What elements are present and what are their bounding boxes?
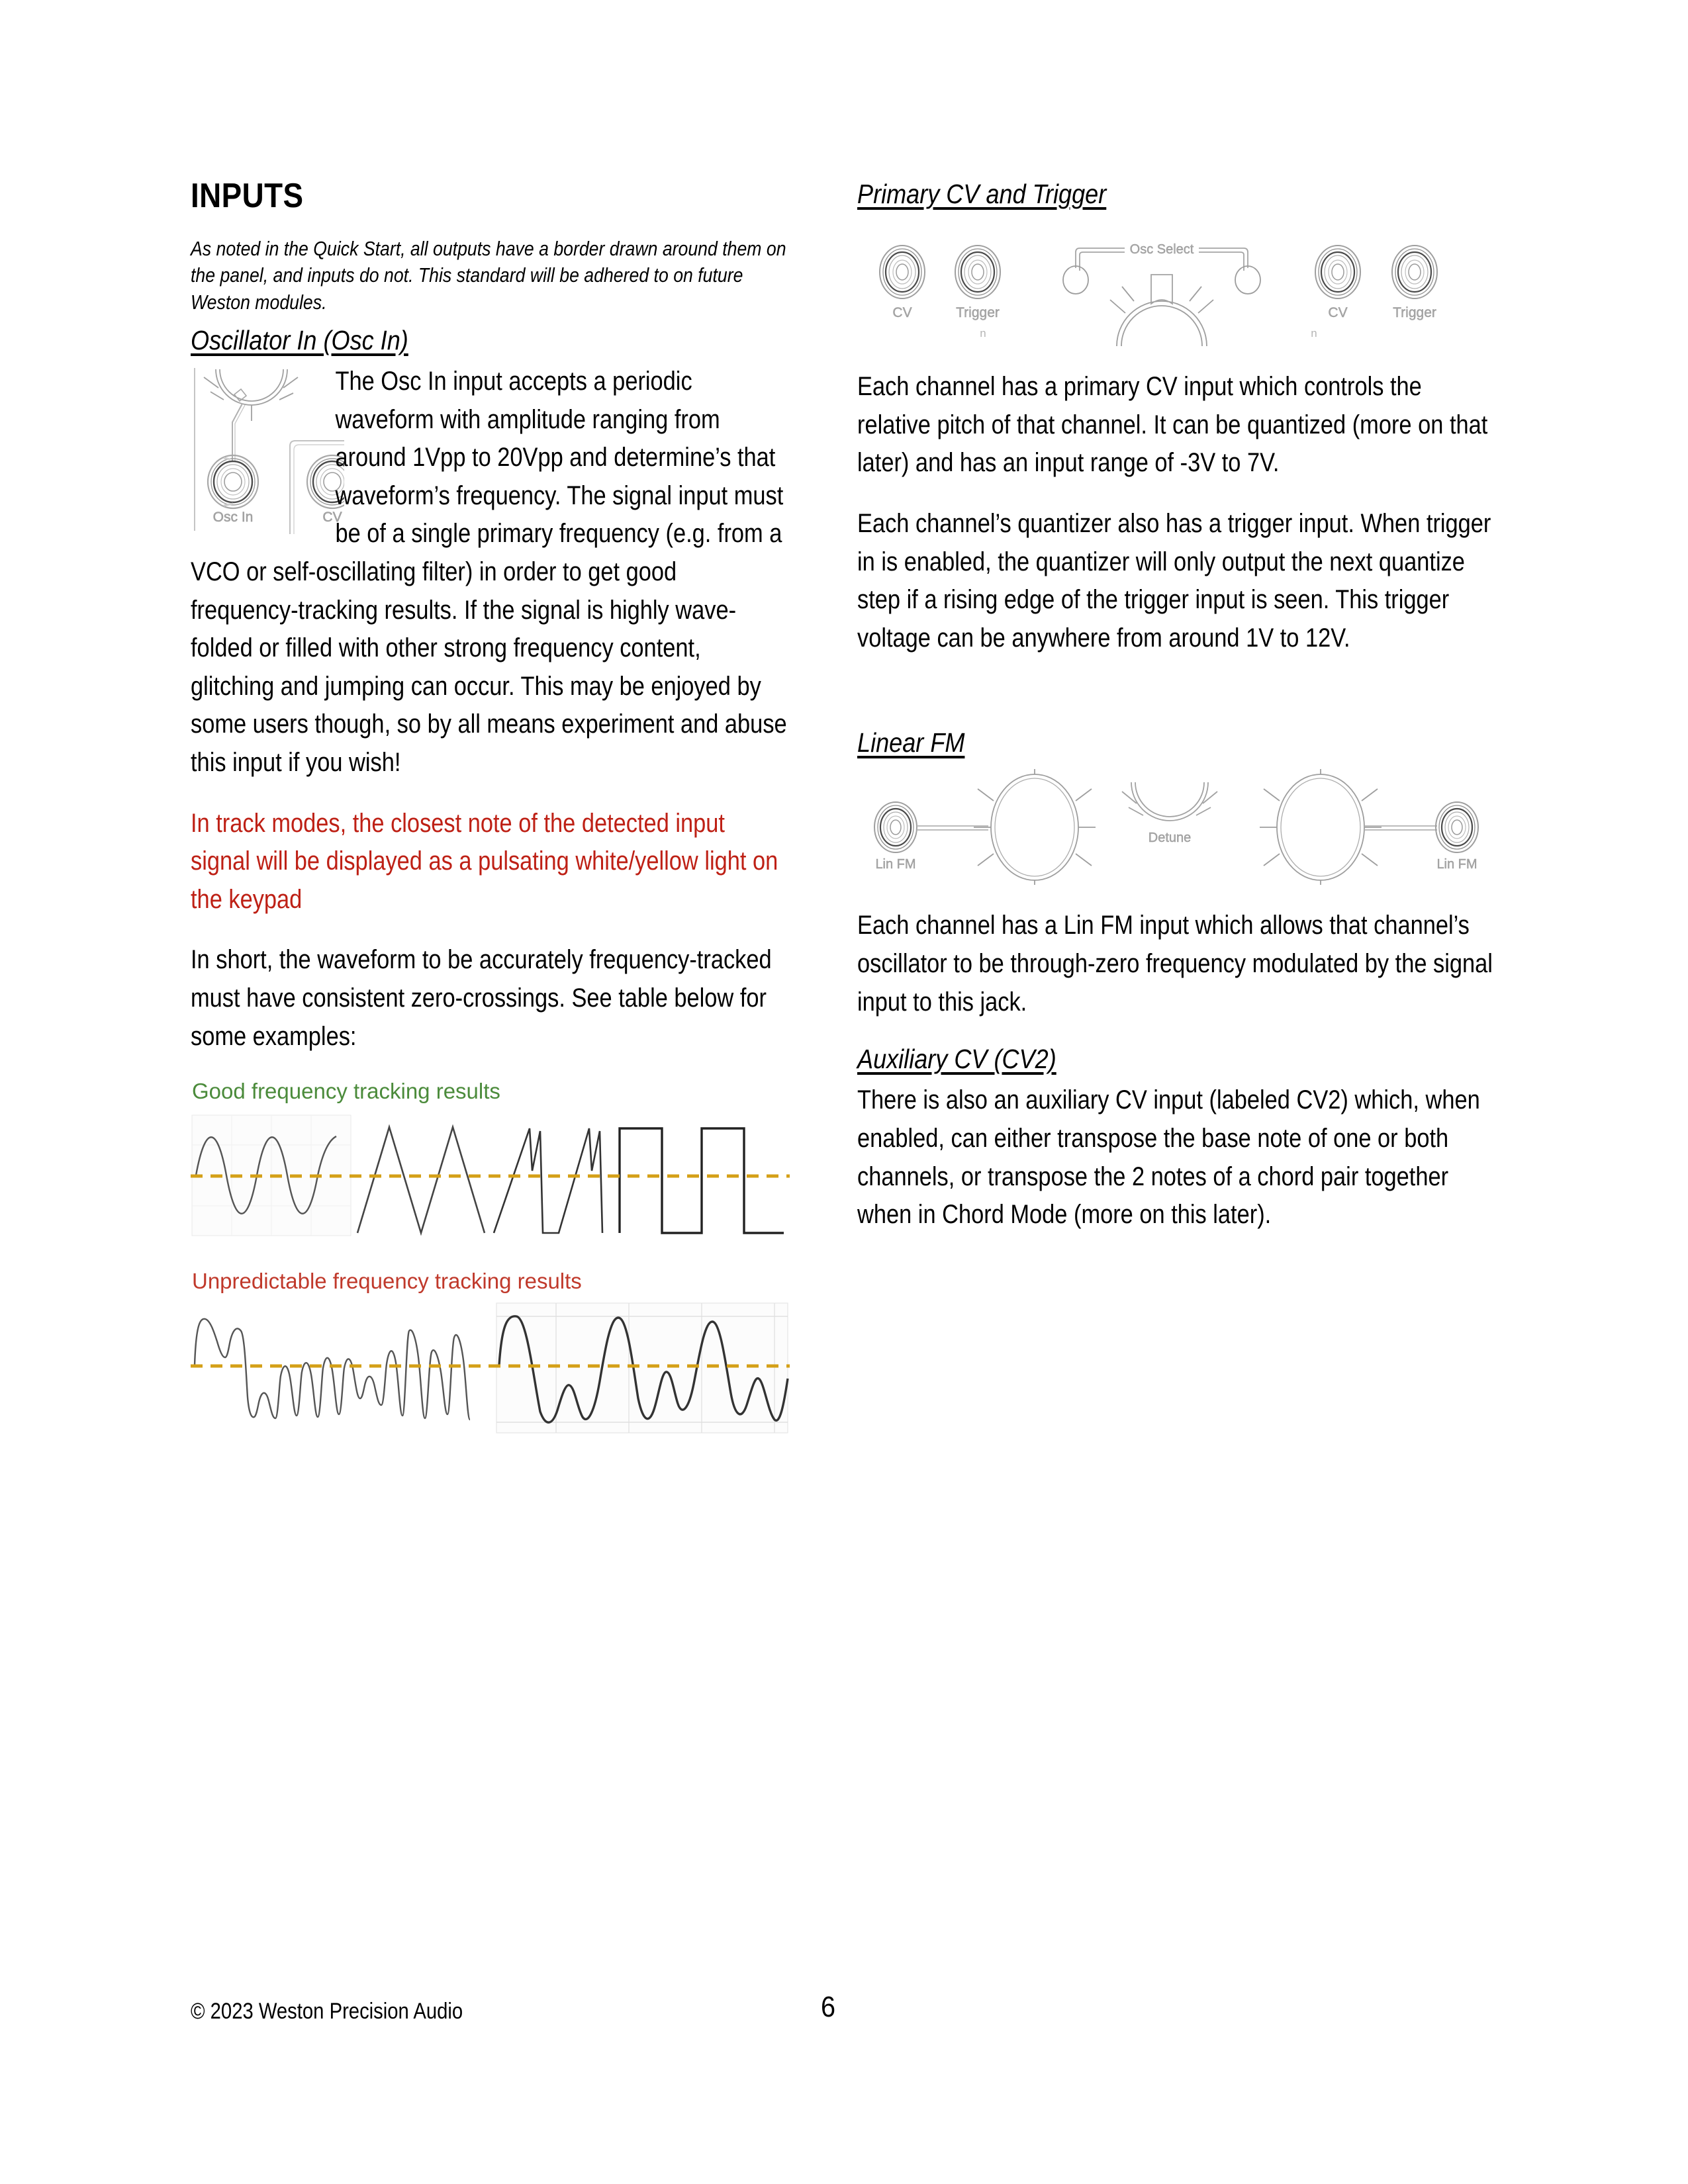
aux-cv-paragraph: There is also an auxiliary CV input (labeled CV2) which, when enabled, can either transpose the base note of one or both channels, or transpose the 2 notes of a chord pair together when in Chord Mode (more on this later). xyxy=(857,1085,1480,1230)
heading-linear-fm: Linear FM xyxy=(857,727,965,758)
chart-bad-plot xyxy=(191,1299,790,1435)
osc-in-paragraph: The Osc In input accepts a periodic waveform with amplitude ranging from around 1Vpp to 20Vpp and determine’s that waveform’s frequency. The signal input must be of a single primary frequency (e.g. from a VCO or self-oscillating filter) in order to get good frequency-tracking results. If the signal is highly wave-folded or filled with other strong frequency content, glitching and jumping can occur. This may be enjoyed by some users though, so by all means experiment and abuse this input if you wish! xyxy=(191,367,787,777)
panel-label-trigger-right: Trigger xyxy=(1393,305,1436,321)
panel-label-trigger-left: Trigger xyxy=(956,305,1000,321)
panel-label-cv-left: CV xyxy=(892,305,912,321)
track-mode-note: In track modes, the closest note of the detected input signal will be displayed as a pulsating white/yellow light on the keypad xyxy=(191,808,778,914)
page-title: INPUTS xyxy=(191,177,304,215)
osc-select-knob xyxy=(1110,275,1213,346)
waveform-notched-saw xyxy=(494,1128,602,1233)
page-number: 6 xyxy=(821,1991,836,2023)
jack-trigger-left xyxy=(955,246,1000,298)
jack-cv-left xyxy=(880,246,925,298)
page-footer xyxy=(191,1999,1495,2025)
waveform-triangle xyxy=(357,1127,485,1233)
knob-lin-fm-left xyxy=(974,769,1096,885)
copyright-text: © 2023 Weston Precision Audio xyxy=(191,1999,463,2024)
panel-label-cv-right: CV xyxy=(1328,305,1348,321)
short-paragraph: In short, the waveform to be accurately frequency-tracked must have consistent zero-crossings. See table below for some examples: xyxy=(191,945,772,1051)
primary-cv-panel-figure xyxy=(857,220,1493,349)
heading-auxiliary-cv: Auxiliary CV (CV2) xyxy=(857,1044,1056,1075)
heading-primary-cv-trigger: Primary CV and Trigger xyxy=(857,179,1107,209)
primary-cv-paragraph-1: Each channel has a primary CV input which controls the relative pitch of that channel. It can be quantized (more on that later) and has an input range of -3V to 7V. xyxy=(857,372,1488,478)
jack-lin-fm-left xyxy=(874,802,917,852)
panel-label-osc-in: Osc In xyxy=(212,510,254,525)
linear-fm-panel-drawing xyxy=(857,769,1493,885)
primary-cv-paragraph-2: Each channel’s quantizer also has a trigger input. When trigger in is enabled, the quantizer will only output the next quantize step if a rising edge of the trigger input is seen. This trigger voltage can be anywhere from around 1V to 12V. xyxy=(857,508,1491,653)
heading-oscillator-in: Oscillator In (Osc In) xyxy=(191,324,408,355)
panel-label-n-right: n xyxy=(1311,327,1317,340)
linear-fm-paragraph: Each channel has a Lin FM input which allows that channel’s oscillator to be through-zero frequency modulated by the signal input to this jack. xyxy=(857,911,1493,1017)
panel-label-lin-fm-right: Lin FM xyxy=(1436,857,1477,872)
knob-detune xyxy=(1122,782,1217,821)
chart-bad-tracking xyxy=(191,1268,790,1439)
knob-lin-fm-right xyxy=(1260,769,1382,885)
panel-label-cv: CV xyxy=(322,510,342,525)
panel-label-osc-select: Osc Select xyxy=(1129,242,1194,257)
panel-label-n-left: n xyxy=(980,327,986,340)
jack-trigger-right xyxy=(1392,246,1437,298)
left-column xyxy=(191,179,790,1438)
chart-bad-title: Unpredictable frequency tracking results xyxy=(192,1268,582,1293)
waveform-square xyxy=(620,1128,784,1233)
right-column xyxy=(857,179,1493,1257)
panel-label-detune: Detune xyxy=(1148,831,1192,846)
linear-fm-panel-figure xyxy=(857,769,1493,888)
waveform-wavefolded-noise xyxy=(195,1319,470,1420)
chart-good-title: Good frequency tracking results xyxy=(192,1079,500,1104)
chart-good-plot xyxy=(191,1110,790,1242)
chart-good-tracking xyxy=(191,1078,790,1246)
intro-note: As noted in the Quick Start, all outputs have a border drawn around them on the panel, and inputs do not. This standard will be adhered to on future Weston modules. xyxy=(191,237,786,314)
jack-lin-fm-right xyxy=(1436,802,1478,852)
primary-cv-panel-drawing xyxy=(857,220,1493,346)
jack-cv-right xyxy=(1315,246,1360,298)
panel-label-lin-fm-left: Lin FM xyxy=(875,857,916,872)
